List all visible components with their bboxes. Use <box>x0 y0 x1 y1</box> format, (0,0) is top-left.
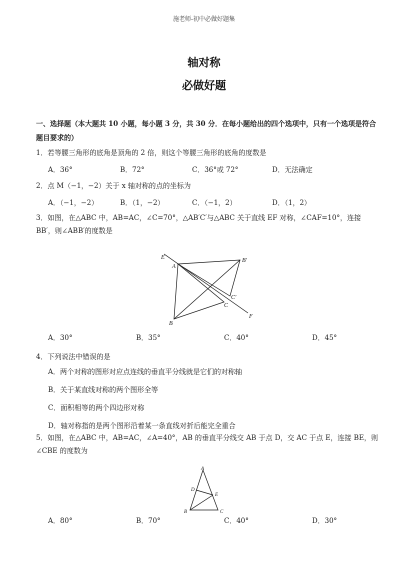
question-2-stem: 2．点 M（−1，−2）关于 x 轴对称的点的坐标为 <box>36 182 191 190</box>
label-f: F <box>249 314 253 320</box>
option-a: A．36° <box>48 166 73 174</box>
option-d: D．（1，2） <box>272 199 312 207</box>
option-b: B．70° <box>136 517 161 525</box>
question-3-stem: 3．如图，在△ABC 中，AB=AC，∠C=70°，△AB′C′与△ABC 关于直线 EF 对称，∠CAF=10°，连接 BB′，则∠ABB′的度数是 <box>36 214 361 235</box>
page-subtitle: 必做好题 <box>182 79 226 92</box>
label-a: A <box>201 467 205 472</box>
option-d: D．45° <box>312 334 338 342</box>
label-c-prime: C′ <box>231 295 237 301</box>
question-5-stem: 5．如图，在△ABC 中，AB=AC，∠A=40°，AB 的垂直平分线交 AB 于点 D，交 AC 于点 E，连接 BE，则∠CBE 的度数为 <box>36 434 379 455</box>
page-title: 轴对称 <box>187 56 221 69</box>
question-1-stem: 1．若等腰三角形的底角是顶角的 2 倍，则这个等腰三角形的底角的度数是 <box>36 149 267 157</box>
question-3-figure <box>160 251 260 329</box>
option-c: C．40° <box>224 517 249 525</box>
label-b: B <box>169 321 173 327</box>
question-4-stem: 4．下列说法中错误的是 <box>36 353 111 361</box>
option-b: B．35° <box>136 334 161 342</box>
option-d: D．无法确定 <box>272 166 313 174</box>
option-c: C．36°或 72° <box>192 166 239 174</box>
option-c: C．面积相等的两个四边形对称 <box>48 404 145 412</box>
label-b-prime: B′ <box>242 258 247 264</box>
option-a: A．80° <box>48 517 73 525</box>
triangle-abc <box>174 264 224 319</box>
question-4-options <box>48 363 242 435</box>
label-c: C <box>224 303 229 309</box>
label-e: E <box>161 255 165 261</box>
label-a: A <box>172 264 176 270</box>
option-a: A．两个对称的图形对应点连线的垂直平分线就是它们的对称轴 <box>48 368 243 376</box>
option-b: B．关于某直线对称的两个图形全等 <box>48 386 159 394</box>
label-e: E <box>215 493 219 498</box>
label-c: C <box>220 510 224 514</box>
option-b: B．72° <box>120 166 145 174</box>
option-a: A．（−1，−2） <box>48 199 99 207</box>
option-d: D．30° <box>312 517 338 525</box>
triangle-ab-prime-c-prime <box>178 260 240 296</box>
option-c: C．（−1，2） <box>192 199 237 207</box>
option-b: B．（1，−2） <box>120 199 165 207</box>
option-a: A．30° <box>48 334 73 342</box>
label-b: B <box>184 510 188 514</box>
question-5-figure <box>178 466 230 514</box>
label-d: D <box>191 488 195 493</box>
option-c: C．40° <box>224 334 249 342</box>
segment-be <box>190 495 213 510</box>
section-heading: 一、选择题（本大题共 10 小题，每小题 3 分，共 30 分．在每小题给出的四个选项中，只有一个选项是符合题目要求的） <box>36 119 376 142</box>
option-d: D．轴对称指的是两个图形沿着某一条直线对折后能完全重合 <box>48 422 236 430</box>
page-header: 施老师-初中必做好题集 <box>172 16 236 23</box>
